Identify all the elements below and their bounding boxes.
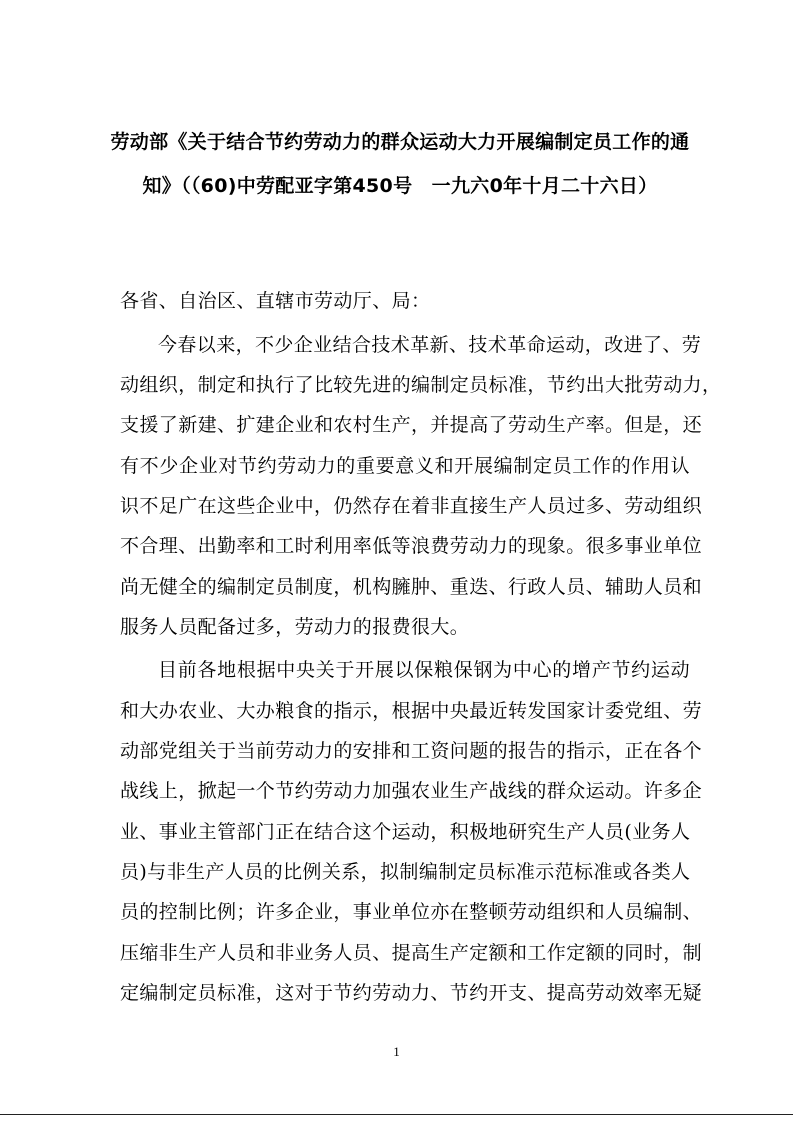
paragraph-2-line: 员的控制比例；许多企业，事业单位亦在整顿劳动组织和人员编制、 bbox=[120, 901, 703, 923]
footer-divider bbox=[0, 1114, 793, 1115]
paragraph-1-line: 动组织，制定和执行了比较先进的编制定员标准，节约出大批劳动力， bbox=[120, 374, 722, 396]
paragraph-1-line: 支援了新建、扩建企业和农村生产，并提高了劳动生产率。但是，还 bbox=[120, 414, 703, 436]
paragraph-1-line: 服务人员配备过多，劳动力的报费很大。 bbox=[120, 616, 470, 638]
page-number: 1 bbox=[393, 1044, 400, 1059]
paragraph-2-line: 战线上，掀起一个节约劳动力加强农业生产战线的群众运动。许多企 bbox=[120, 780, 703, 802]
paragraph-1-line: 不合理、出勤率和工时利用率低等浪费劳动力的现象。很多事业单位 bbox=[120, 535, 703, 557]
paragraph-2-line: 压缩非生产人员和非业务人员、提高生产定额和工作定额的同时，制 bbox=[120, 942, 703, 964]
paragraph-1-line: 有不少企业对节约劳动力的重要意义和开展编制定员工作的作用认 bbox=[120, 455, 690, 477]
paragraph-1-line: 今春以来，不少企业结合技术革新、技术革命运动，改进了、劳 bbox=[158, 334, 702, 356]
salutation: 各省、自治区、直辖市劳动厅、局： bbox=[120, 290, 431, 312]
document-title-line-1: 劳动部《关于结合节约劳动力的群众运动大力开展编制定员工作的通 bbox=[110, 131, 690, 153]
paragraph-1-line: 尚无健全的编制定员制度，机构臃肿、重迭、行政人员、辅助人员和 bbox=[120, 576, 703, 598]
paragraph-2-line: 员)与非生产人员的比例关系，拟制编制定员标准示范标准或各类人 bbox=[120, 861, 691, 883]
paragraph-1-line: 识不足广在这些企业中，仍然存在着非直接生产人员过多、劳动组织 bbox=[120, 495, 703, 517]
document-title-line-2: 知》（（60)中劳配亚字第450号 一九六0年十月二十六日） bbox=[142, 175, 658, 197]
paragraph-2-line: 目前各地根据中央关于开展以保粮保钢为中心的增产节约运动 bbox=[158, 659, 690, 681]
paragraph-2-line: 和大办农业、大办粮食的指示，根据中央最近转发国家计委党组、劳 bbox=[120, 700, 703, 722]
paragraph-2-line: 动部党组关于当前劳动力的安排和工资问题的报告的指示，正在各个 bbox=[120, 740, 703, 762]
paragraph-2-line: 业、事业主管部门正在结合这个运动，积极地研究生产人员(业务人 bbox=[120, 821, 691, 843]
paragraph-2-line: 定编制定员标准，这对于节约劳动力、节约开支、提高劳动效率无疑 bbox=[120, 982, 703, 1004]
